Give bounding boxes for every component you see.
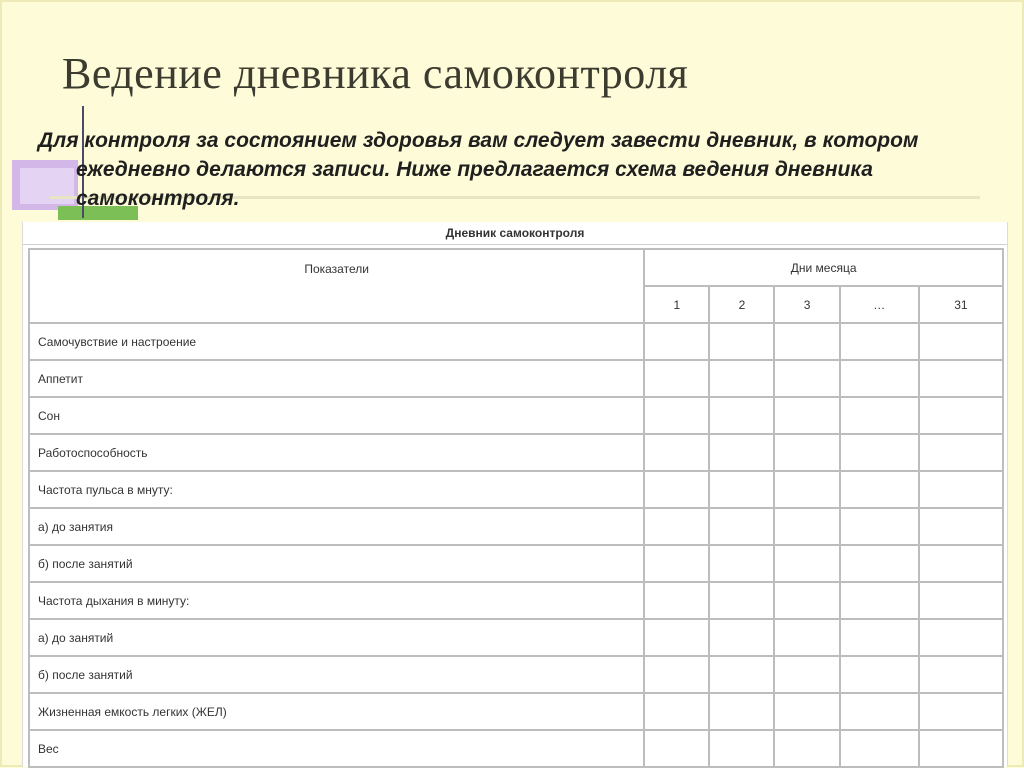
day-cell: [840, 582, 919, 619]
day-cell: [709, 434, 774, 471]
day-cell: [709, 656, 774, 693]
day-cell: [709, 471, 774, 508]
day-cell: [644, 434, 709, 471]
day-cell: [840, 656, 919, 693]
day-header: 2: [709, 286, 774, 323]
day-cell: [709, 360, 774, 397]
day-cell: [774, 397, 839, 434]
day-cell: [774, 508, 839, 545]
table-row: [29, 471, 1003, 508]
indicators-header: Показатели: [29, 249, 644, 323]
day-header: 3: [774, 286, 839, 323]
day-cell: [919, 508, 1003, 545]
day-cell: [774, 730, 839, 767]
indicator-label: Частота пульса в мнуту:: [29, 471, 644, 508]
day-cell: [644, 508, 709, 545]
day-cell: [919, 730, 1003, 767]
day-cell: [919, 434, 1003, 471]
day-cell: [644, 730, 709, 767]
day-cell: [709, 508, 774, 545]
day-cell: [774, 434, 839, 471]
table-row: [29, 656, 1003, 693]
slide-title: Ведение дневника самоконтроля: [62, 49, 689, 98]
day-cell: [919, 582, 1003, 619]
day-cell: [709, 323, 774, 360]
table-row: [29, 619, 1003, 656]
table-row: [29, 360, 1003, 397]
day-cell: [774, 323, 839, 360]
indicator-label: а) до занятия: [29, 508, 644, 545]
day-cell: [840, 397, 919, 434]
day-cell: [644, 619, 709, 656]
day-header: …: [840, 286, 919, 323]
day-cell: [919, 693, 1003, 730]
table-row: [29, 730, 1003, 767]
indicator-label: Жизненная емкость легких (ЖЕЛ): [29, 693, 644, 730]
day-cell: [919, 360, 1003, 397]
table-row: [29, 397, 1003, 434]
day-cell: [840, 434, 919, 471]
diary-title: Дневник самоконтроля: [23, 222, 1007, 245]
day-cell: [840, 730, 919, 767]
day-cell: [709, 730, 774, 767]
day-cell: [774, 545, 839, 582]
day-cell: [840, 508, 919, 545]
day-cell: [774, 619, 839, 656]
table-row: [29, 434, 1003, 471]
days-header: Дни месяца: [644, 249, 1003, 286]
day-cell: [919, 656, 1003, 693]
diary-body: [29, 323, 1003, 767]
day-cell: [919, 545, 1003, 582]
day-cell: [709, 582, 774, 619]
table-row: [29, 582, 1003, 619]
day-cell: [840, 545, 919, 582]
indicator-label: Частота дыхания в минуту:: [29, 582, 644, 619]
day-cell: [709, 619, 774, 656]
day-cell: [644, 545, 709, 582]
day-cell: [774, 360, 839, 397]
day-cell: [644, 656, 709, 693]
day-cell: [774, 656, 839, 693]
day-cell: [919, 397, 1003, 434]
day-header: 1: [644, 286, 709, 323]
indicator-label: б) после занятий: [29, 545, 644, 582]
day-cell: [919, 323, 1003, 360]
day-cell: [840, 693, 919, 730]
table-row: [29, 693, 1003, 730]
indicator-label: Самочувствие и настроение: [29, 323, 644, 360]
day-cell: [840, 471, 919, 508]
diary-sheet: [22, 222, 1008, 767]
indicator-label: б) после занятий: [29, 656, 644, 693]
day-cell: [840, 323, 919, 360]
day-cell: [644, 693, 709, 730]
indicator-label: Сон: [29, 397, 644, 434]
table-row: [29, 323, 1003, 360]
day-cell: [840, 360, 919, 397]
day-cell: [774, 693, 839, 730]
day-cell: [644, 323, 709, 360]
day-cell: [774, 471, 839, 508]
intro-line-2: ежедневно делаются записи. Ниже предлагается схема ведения дневника: [76, 158, 873, 181]
day-cell: [644, 360, 709, 397]
indicator-label: а) до занятий: [29, 619, 644, 656]
table-row: [29, 545, 1003, 582]
indicator-label: Вес: [29, 730, 644, 767]
indicator-label: Работоспособность: [29, 434, 644, 471]
day-cell: [919, 471, 1003, 508]
day-cell: [774, 582, 839, 619]
table-row: [29, 508, 1003, 545]
day-cell: [644, 582, 709, 619]
day-cell: [709, 693, 774, 730]
intro-text: [38, 126, 998, 213]
day-cell: [644, 397, 709, 434]
day-cell: [709, 545, 774, 582]
intro-line-3: самоконтроля.: [76, 187, 240, 210]
intro-line-1: Для контроля за состоянием здоровья вам следует завести дневник, в котором: [38, 129, 919, 152]
diary-table: [28, 248, 1004, 768]
indicator-label: Аппетит: [29, 360, 644, 397]
day-header: 31: [919, 286, 1003, 323]
day-cell: [644, 471, 709, 508]
day-cell: [919, 619, 1003, 656]
day-cell: [840, 619, 919, 656]
day-cell: [709, 397, 774, 434]
